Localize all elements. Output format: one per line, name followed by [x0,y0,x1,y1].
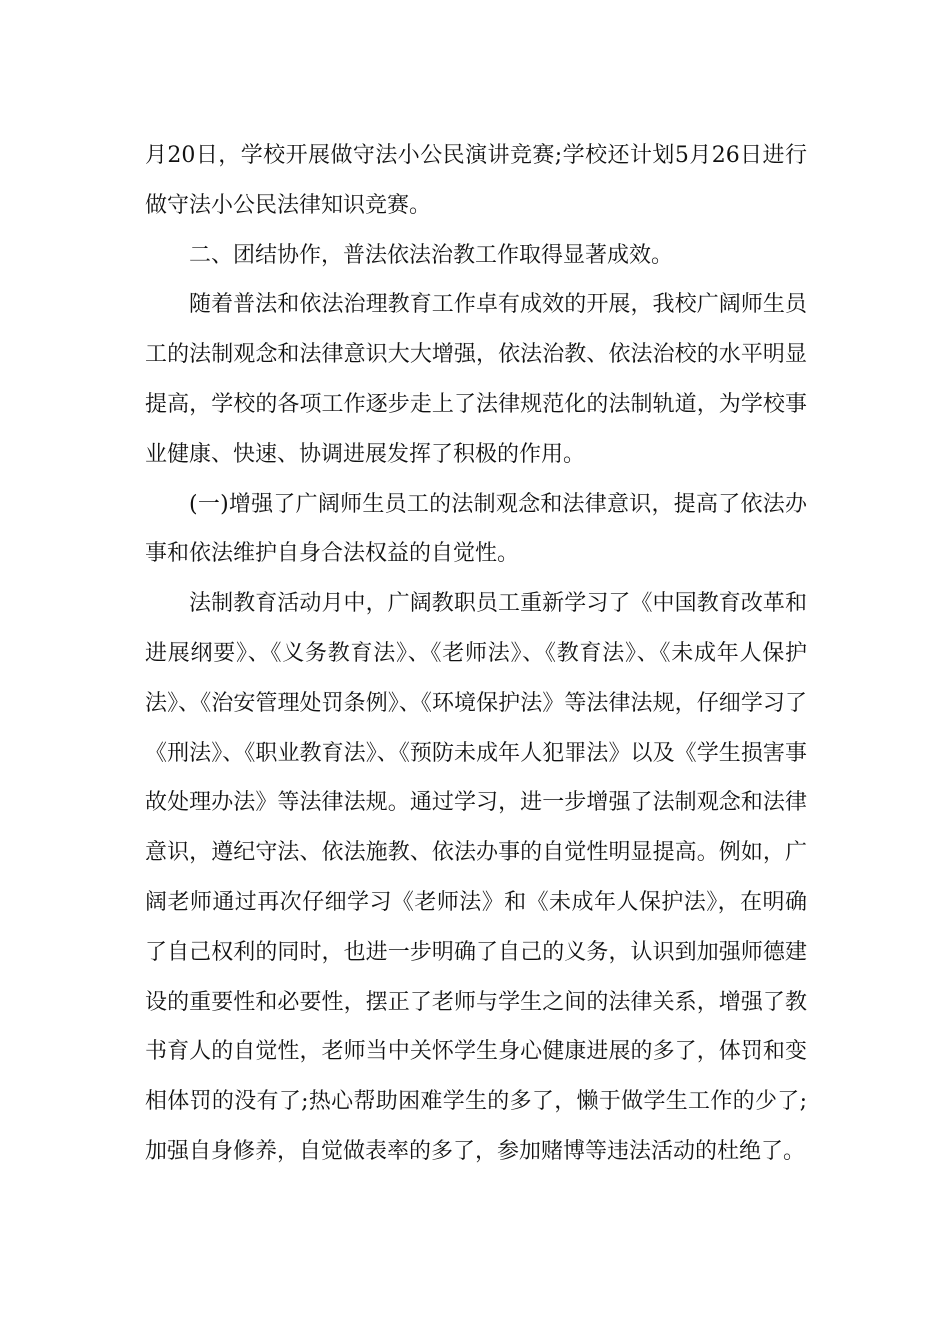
section-heading: 二、团结协作，普法依法治教工作取得显著成效。 [189,242,674,268]
subheading: (一)增强了广阔师生员工的法制观念和法律意识，提高了依法办事和依法维护自身合法权益的自觉性。 [145,491,807,567]
document-body [145,131,807,1177]
paragraph-continuation: 月20日，学校开展做守法小公民演讲竞赛;学校还计划5月26日进行做守法小公民法律知识竞赛。 [145,143,807,218]
paragraph-detail: 法制教育活动月中，广阔教职员工重新学习了《中国教育改革和进展纲要》、《义务教育法》、《老师法》、《教育法》、《未成年人保护法》、《治安管理处罚条例》、《环境保护法》等法律法规，仔细学习了《刑法》、《职业教育法》、《预防未成年人犯罪法》以及《学生损害事故处理办法》等法律法规。通过学习，进一步增强了法制观念和法律意识，遵纪守法、依法施教、依法办事的自觉性明显提高。例如，广阔老师通过再次仔细学习《老师法》和《未成年人保护法》，在明确了自己权利的同时，也进一步明确了自己的义务，认识到加强师德建设的重要性和必要性，摆正了老师与学生之间的法律关系，增强了教书育人的自觉性，老师当中关怀学生身心健康进展的多了，体罚和变相体罚的没有了;热心帮助困难学生的多了，懒于做学生工作的少了;加强自身修养，自觉做表率的多了，参加赌博等违法活动的杜绝了。 [145,591,807,1164]
paragraph-section-intro: 随着普法和依法治理教育工作卓有成效的开展，我校广阔师生员工的法制观念和法律意识大大增强，依法治教、依法治校的水平明显提高，学校的各项工作逐步走上了法律规范化的法制轨道，为学校事业健康、快速、协调进展发挥了积极的作用。 [145,292,807,467]
